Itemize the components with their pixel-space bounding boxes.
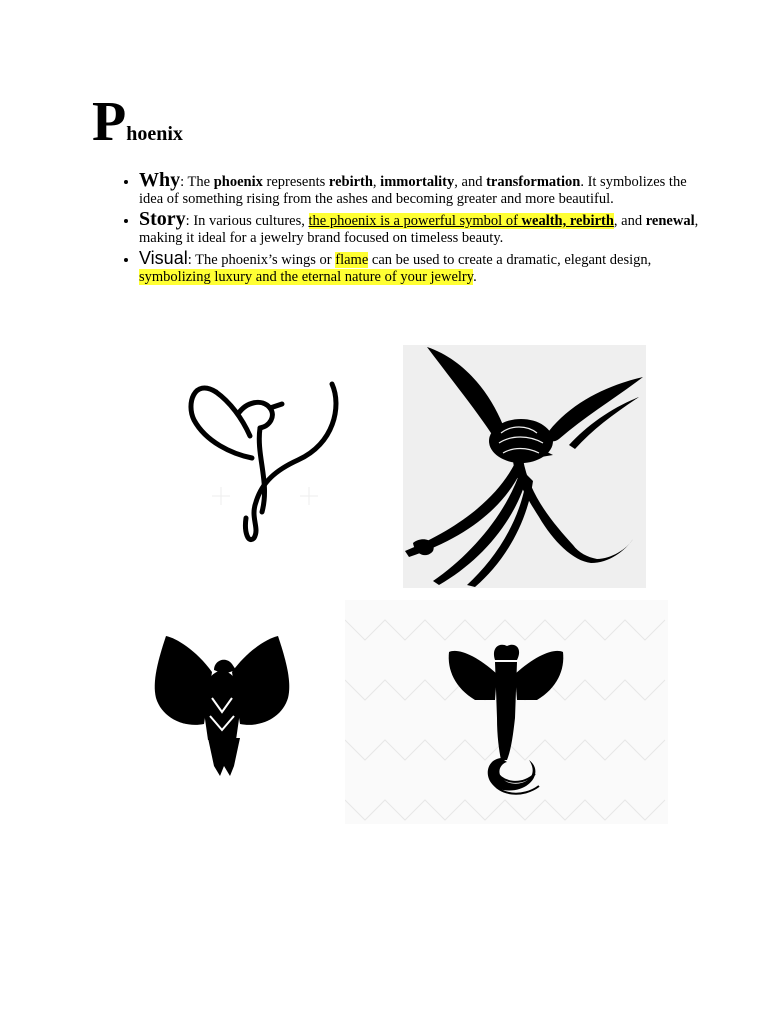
text-run: , making it ideal for a jewelry brand focused on timeless beauty. [139,213,699,246]
text-run: can be used to create a dramatic, elegant design, [368,252,652,268]
bold-run: phoenix [213,174,263,190]
phoenix-silhouette-emblem-icon [100,590,344,824]
text-run: . It symbolizes the idea of something rising from the ashes and becoming greater and more beautiful. [139,174,687,207]
phoenix-silhouette-emblem-image [100,590,344,824]
phoenix-feathered-illustration-image [403,345,646,588]
bullet-list [108,169,707,289]
highlighted-run: the phoenix is a powerful symbol of [308,213,522,229]
bullet-visual [139,250,707,286]
phoenix-tribal-tattoo-icon [345,600,668,824]
text-run: , and [454,174,487,190]
phoenix-line-logo-icon [120,332,402,580]
bullet-key-why: Why [139,169,181,191]
bullet-key-story: Story [139,208,186,230]
highlighted-bold-run: wealth, rebirth [521,213,614,229]
bullet-why [139,169,707,208]
bold-run: transformation [486,174,581,190]
title-drop-cap: P [92,91,127,153]
text-run: represents [262,174,329,190]
text-run: : The [180,174,214,190]
highlighted-run: flame [335,252,369,268]
text-run: . [473,269,477,285]
bold-run: immortality [380,174,455,190]
text-run: , and [613,213,646,229]
phoenix-line-logo-image [120,332,402,580]
text-run: : In various cultures, [185,213,309,229]
highlighted-run: symbolizing luxury and the eternal nature of your jewelry [139,269,474,285]
phoenix-tribal-tattoo-image [345,600,668,824]
bold-run: renewal [645,213,695,229]
bullet-story [139,208,707,247]
text-run: , [372,174,381,190]
title-rest: hoenix [126,123,183,145]
page-title [92,91,183,153]
phoenix-feathered-illustration-icon [403,345,646,588]
bold-run: rebirth [328,174,373,190]
text-run: : The phoenix’s wings or [187,252,336,268]
bullet-key-visual: Visual [139,248,188,268]
